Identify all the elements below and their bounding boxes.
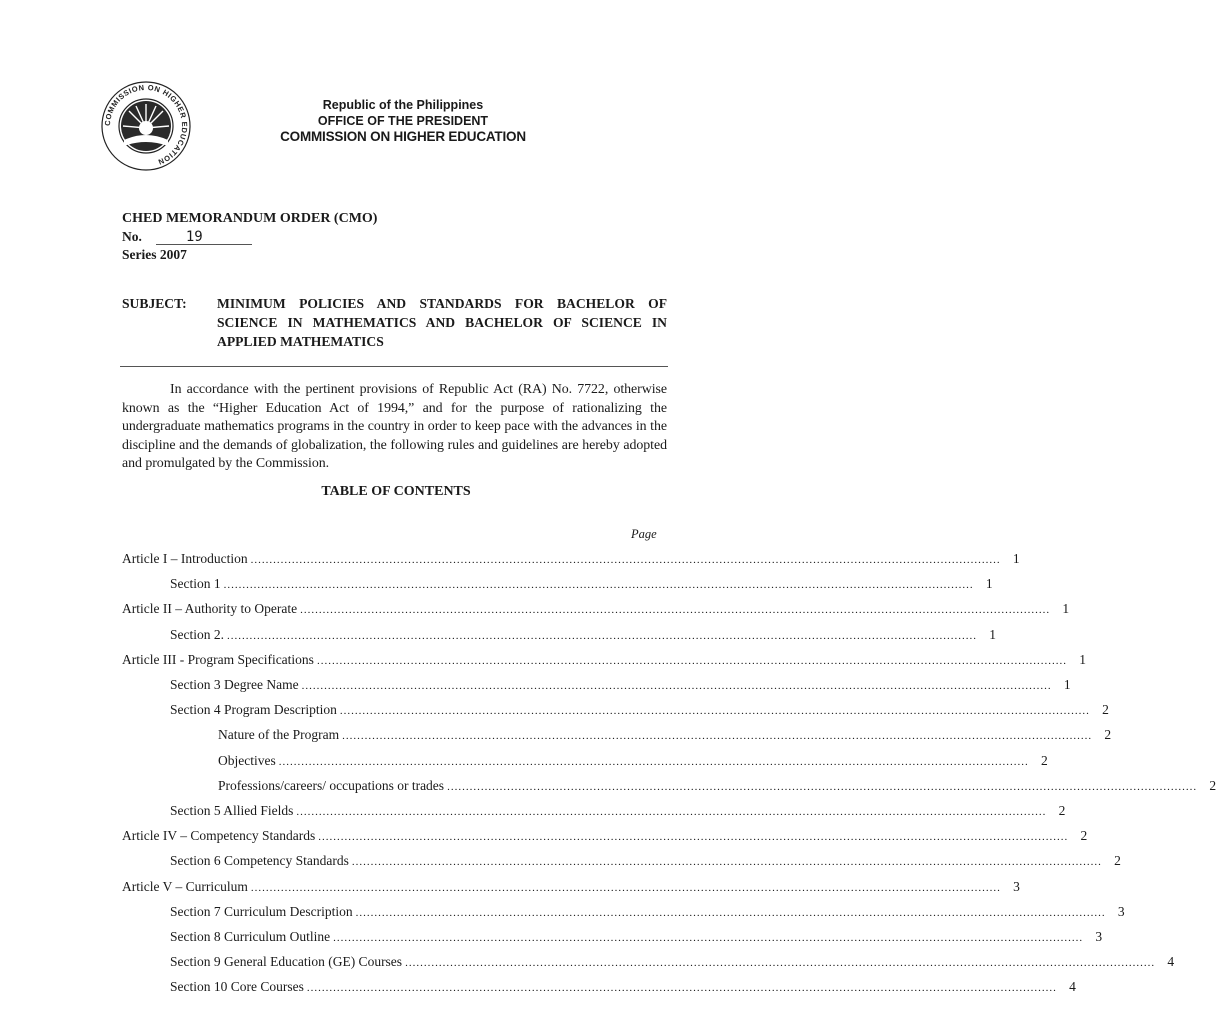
toc-leader-dots: ........................................................................................................................................................................................................ xyxy=(227,629,977,642)
toc-leader-dots: ........................................................................................................................................................................................................ xyxy=(250,554,1001,566)
letterhead-office: OFFICE OF THE PRESIDENT xyxy=(317,114,489,128)
toc-leader-dots: ........................................................................................................................................................................................................ xyxy=(300,604,1051,617)
toc-leader-dots: ........................................................................................................................................................................................................ xyxy=(223,579,974,592)
toc-entry xyxy=(170,625,996,645)
memo-number-label: No. xyxy=(122,229,142,244)
toc-entry-label: Section 9 General Education (GE) Courses xyxy=(170,954,403,970)
toc-entry-page: 4 xyxy=(1167,954,1175,970)
toc-entry-label: Article I – Introduction xyxy=(122,551,248,566)
toc-entry-label: Article V – Curriculum xyxy=(122,878,248,894)
toc-entry-page: 3 xyxy=(1117,903,1125,919)
toc-entry xyxy=(170,801,1066,821)
toc-leader-dots: ........................................................................................................................................................................................................ xyxy=(250,881,1001,894)
toc-entry-page: 1 xyxy=(1012,551,1020,566)
toc-entry xyxy=(218,751,1048,771)
memo-series: Series 2007 xyxy=(122,247,187,262)
letterhead-country: Republic of the Philippines xyxy=(322,98,484,112)
toc-entry xyxy=(170,927,1103,947)
toc-entry-label: Article III - Program Specifications xyxy=(122,651,314,667)
toc-entry-label: Section 10 Core Courses xyxy=(170,979,304,995)
memo-block xyxy=(122,210,377,264)
toc-entry xyxy=(170,574,993,594)
toc-page-header: Page xyxy=(631,527,657,541)
toc-entry-label: Section 4 Program Description xyxy=(170,702,337,718)
toc-leader-dots: ........................................................................................................................................................................................................ xyxy=(333,932,1084,944)
toc-entry-label: Section 5 Allied Fields xyxy=(170,803,294,818)
toc-entry-label: Section 6 Competency Standards xyxy=(170,853,349,869)
toc-entry xyxy=(170,700,1109,720)
toc-leader-dots: ........................................................................................................................................................................................................ xyxy=(447,780,1198,793)
toc-entry xyxy=(122,877,1020,897)
toc-entry-label: Objectives xyxy=(218,752,276,768)
seal-icon xyxy=(96,76,196,176)
toc-entry xyxy=(122,549,1020,569)
toc-entry-page: 2 xyxy=(1040,752,1048,768)
svg-text:COMMISSION ON HIGHER EDUCATION: COMMISSION ON HIGHER EDUCATION xyxy=(102,82,190,167)
toc-entry-label: Nature of the Program xyxy=(218,727,340,743)
toc-leader-dots: ........................................................................................................................................................................................................ xyxy=(296,806,1047,818)
toc-entry xyxy=(170,952,1175,972)
toc-entry xyxy=(122,826,1088,846)
toc-entry-label: Section 2. xyxy=(170,626,224,642)
toc-entry-page: 3 xyxy=(1013,878,1020,894)
memo-number xyxy=(122,228,377,246)
toc-leader-dots: ........................................................................................................................................................................................................ xyxy=(318,831,1069,844)
toc-entry-page: 1 xyxy=(1062,601,1070,617)
toc-entry-page: 1 xyxy=(989,626,996,642)
memo-title: CHED MEMORANDUM ORDER (CMO) xyxy=(122,211,378,226)
toc-leader-dots: ........................................................................................................................................................................................................ xyxy=(316,654,1067,667)
toc-entry-page: 2 xyxy=(1114,853,1121,869)
toc-entry xyxy=(218,725,1112,745)
toc-entry xyxy=(218,776,1216,796)
toc-leader-dots: ........................................................................................................................................................................................................ xyxy=(351,856,1102,869)
ched-seal xyxy=(96,76,196,176)
toc-entry-label: Article II – Authority to Operate xyxy=(122,601,298,617)
toc-entry-page: 4 xyxy=(1069,979,1076,995)
toc-leader-dots: ........................................................................................................................................................................................................ xyxy=(278,755,1029,768)
intro-paragraph: In accordance with the pertinent provisions of Republic Act (RA) No. 7722, otherwise known as the “Higher Education Act of 1994,” and for the purpose of rationalizing the undergraduate mathematics programs in the country in order to keep pace with the advances in the discipline and the demands of globalization, the following rules and guidelines are hereby adopted and promulgated by the Commission. xyxy=(122,382,667,472)
letterhead-commission: COMMISSION ON HIGHER EDUCATION xyxy=(280,129,526,144)
toc-entry-label: Section 7 Curriculum Description xyxy=(170,903,353,919)
toc-entry-label: Article IV – Competency Standards xyxy=(122,828,316,844)
subject-text: MINIMUM POLICIES AND STANDARDS FOR BACHELOR OF SCIENCE IN MATHEMATICS AND BACHELOR OF SCIENCE IN APPLIED MATHEMATICS xyxy=(217,296,667,349)
toc-entry-page: 2 xyxy=(1102,702,1109,718)
toc-entry xyxy=(122,650,1086,670)
toc-entry-page: 2 xyxy=(1104,727,1112,743)
toc-entry-page: 1 xyxy=(985,576,993,592)
toc-entry xyxy=(170,977,1076,997)
toc-entry-page: 2 xyxy=(1209,777,1216,793)
toc-entry-page: 2 xyxy=(1058,803,1066,818)
toc-entry-label: Professions/careers/ occupations or trades xyxy=(218,777,445,793)
toc-leader-dots: ........................................................................................................................................................................................................ xyxy=(306,982,1057,995)
toc-leader-dots: ........................................................................................................................................................................................................ xyxy=(355,906,1106,919)
subject-label: SUBJECT: xyxy=(122,296,187,311)
divider-line xyxy=(120,366,668,367)
toc-entry-label: Section 1 xyxy=(170,576,221,592)
toc-entry xyxy=(170,902,1125,922)
toc-entry-page: 1 xyxy=(1063,677,1071,692)
toc-entry-page: 2 xyxy=(1080,828,1088,844)
toc-title: TABLE OF CONTENTS xyxy=(321,484,471,499)
toc-leader-dots: ........................................................................................................................................................................................................ xyxy=(301,680,1052,692)
letterhead xyxy=(240,97,566,145)
memo-number-value: 19 xyxy=(156,230,252,245)
toc-entry xyxy=(170,675,1071,695)
toc-entry-label: Section 8 Curriculum Outline xyxy=(170,929,331,944)
toc-leader-dots: ........................................................................................................................................................................................................ xyxy=(342,730,1093,743)
toc-entry-page: 3 xyxy=(1095,929,1103,944)
toc-entry-label: Section 3 Degree Name xyxy=(170,677,299,692)
toc-leader-dots: ........................................................................................................................................................................................................ xyxy=(339,705,1090,718)
toc-entry xyxy=(122,599,1070,619)
toc-leader-dots: ........................................................................................................................................................................................................ xyxy=(405,957,1156,970)
toc-entry-page: 1 xyxy=(1079,651,1086,667)
toc-entry xyxy=(170,851,1121,871)
